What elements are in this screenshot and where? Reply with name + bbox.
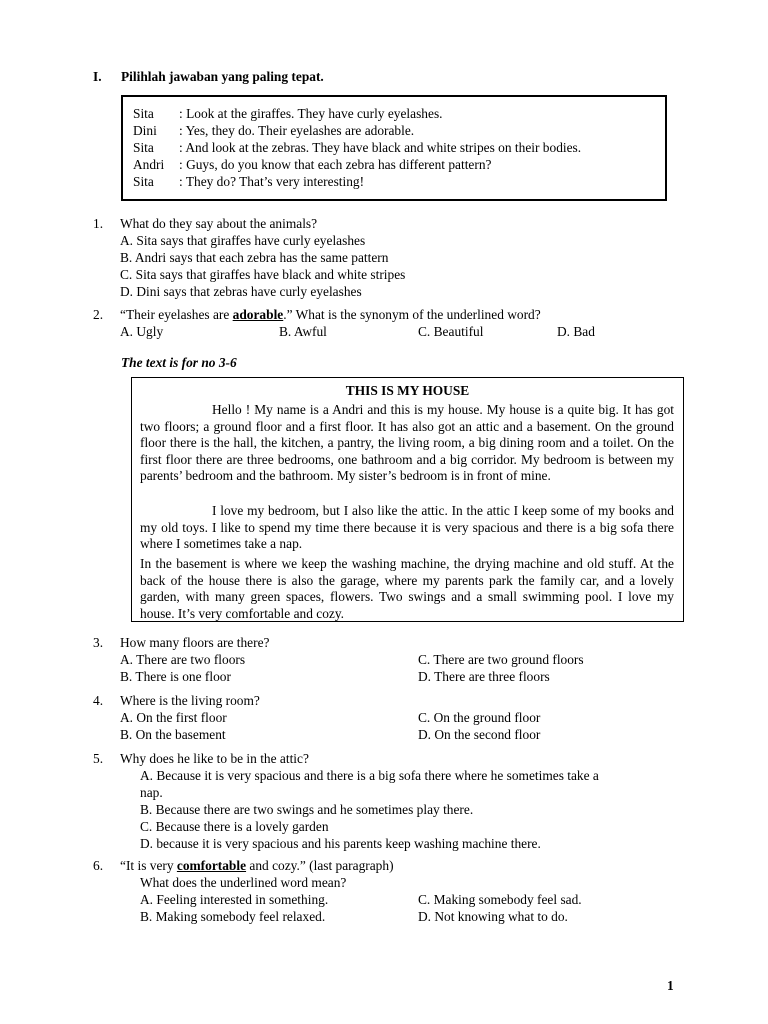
dialog-text: : They do? That’s very interesting! <box>179 174 365 189</box>
dialog-line <box>133 123 414 140</box>
dialog-speaker: Dini <box>133 123 157 138</box>
page-number: 1 <box>667 978 674 993</box>
option-d[interactable]: D. Not knowing what to do. <box>418 909 568 924</box>
dialog-speaker: Sita <box>133 106 154 121</box>
question-text-pre: “Their eyelashes are <box>120 307 233 322</box>
option-a[interactable]: A. On the first floor <box>120 710 227 725</box>
underlined-word: adorable <box>232 307 284 322</box>
dialog-text: : And look at the zebras. They have black and white stripes on their bodies. <box>179 140 582 155</box>
section-instruction: Pilihlah jawaban yang paling tepat. <box>121 69 324 84</box>
dialog-line <box>133 140 581 157</box>
option-b[interactable]: B. Making somebody feel relaxed. <box>140 909 326 924</box>
option-c[interactable]: C. Making somebody feel sad. <box>418 892 582 907</box>
dialog-line <box>133 174 364 191</box>
option-b[interactable]: B. Awful <box>279 324 327 339</box>
option-a[interactable]: A. Feeling interested in something. <box>140 892 329 907</box>
question-text-post: and cozy.” (last paragraph) <box>246 858 394 873</box>
option-a[interactable]: A. Sita says that giraffes have curly eyelashes <box>120 233 366 248</box>
option-d[interactable]: D. There are three floors <box>418 669 550 684</box>
option-d[interactable]: D. Dini says that zebras have curly eyelashes <box>120 284 362 299</box>
option-b[interactable]: B. Andri says that each zebra has the same pattern <box>120 250 389 265</box>
dialog-line <box>133 106 443 123</box>
option-a[interactable]: A. There are two floors <box>120 652 246 667</box>
dialog-speaker: Andri <box>133 157 165 172</box>
option-c[interactable]: C. Beautiful <box>418 324 484 339</box>
question-number: 6. <box>93 858 104 873</box>
dialog-speaker: Sita <box>133 140 154 155</box>
dialog-box <box>121 95 667 201</box>
option-d[interactable]: D. On the second floor <box>418 727 541 742</box>
underlined-word: comfortable <box>176 858 247 873</box>
question-text: How many floors are there? <box>120 635 270 650</box>
option-b[interactable]: B. There is one floor <box>120 669 231 684</box>
reading-paragraph: I love my bedroom, but I also like the attic. In the attic I keep some of my books and my old toys. I like to spend my time there because it is very spacious and there is a big sofa there where I sometimes take a nap. <box>140 503 674 552</box>
option-a[interactable]: A. Because it is very spacious and there is a big sofa there where he sometimes take a <box>140 768 599 783</box>
question-number: 2. <box>93 307 104 322</box>
option-d[interactable]: D. because it is very spacious and his parents keep washing machine there. <box>140 836 541 851</box>
option-c[interactable]: C. There are two ground floors <box>418 652 584 667</box>
option-c[interactable]: C. Because there is a lovely garden <box>140 819 329 834</box>
dialog-speaker: Sita <box>133 174 154 189</box>
question-text-pre: “It is very <box>120 858 177 873</box>
option-a[interactable]: A. Ugly <box>120 324 164 339</box>
question-number: 5. <box>93 751 104 766</box>
dialog-text: : Yes, they do. Their eyelashes are adorable. <box>179 123 415 138</box>
question-subtext: What does the underlined word mean? <box>140 875 347 890</box>
option-c[interactable]: C. On the ground floor <box>418 710 541 725</box>
question-text: Where is the living room? <box>120 693 260 708</box>
reading-passage-box <box>131 377 684 622</box>
reading-paragraph: Hello ! My name is a Andri and this is my house. My house is a quite big. It has got two floors; a ground floor and a first floor. It has also got an attic and a basement. On the ground floor there is the hall, the kitchen, a pantry, the living room, a big dining room and a toilet. On the first floor there are three bedrooms, one bathroom and a big corridor. My bedroom is between my parents’ bedroom and the bathroom. My sister’s bedroom is in front of mine. <box>140 402 674 484</box>
question-text: Why does he like to be in the attic? <box>120 751 309 766</box>
dialog-text: : Look at the giraffes. They have curly eyelashes. <box>179 106 443 121</box>
option-c[interactable]: C. Sita says that giraffes have black and white stripes <box>120 267 406 282</box>
question-number: 3. <box>93 635 104 650</box>
question-text: What do they say about the animals? <box>120 216 318 231</box>
option-d[interactable]: D. Bad <box>557 324 595 339</box>
option-a-continued[interactable]: nap. <box>140 785 163 800</box>
question-text <box>120 858 394 875</box>
dialog-line <box>133 157 491 174</box>
option-b[interactable]: B. Because there are two swings and he sometimes play there. <box>140 802 474 817</box>
reading-note: The text is for no 3-6 <box>121 355 237 370</box>
question-number: 4. <box>93 693 104 708</box>
dialog-text: : Guys, do you know that each zebra has different pattern? <box>179 157 492 172</box>
reading-title: THIS IS MY HOUSE <box>345 383 470 398</box>
question-text <box>120 307 541 324</box>
question-number: 1. <box>93 216 104 231</box>
option-b[interactable]: B. On the basement <box>120 727 226 742</box>
reading-paragraph: In the basement is where we keep the washing machine, the drying machine and old stuff. At the back of the house there is also the garage, where my parents park the family car, and a lovely garden, with many green spaces, flowers. Two swings and a small swimming pool. I love my house. It’s very comfortable and cozy. <box>140 556 674 621</box>
question-text-post: .” What is the synonym of the underlined word? <box>283 307 541 322</box>
section-number: I. <box>93 69 102 84</box>
